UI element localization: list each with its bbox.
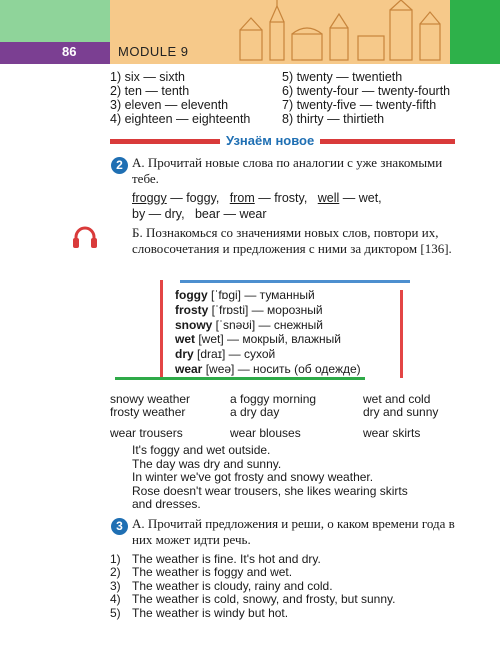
known-word: well bbox=[317, 191, 340, 205]
box-border-top bbox=[180, 280, 410, 283]
ordinals-left-list bbox=[110, 70, 250, 126]
phrase-item: wet and cold bbox=[363, 392, 431, 406]
box-border-left bbox=[160, 280, 163, 380]
vocab-entry: wet [wet] — мокрый, влажный bbox=[175, 332, 341, 347]
page-number-bar bbox=[0, 42, 110, 64]
exercise-number-badge: 2 bbox=[111, 157, 128, 174]
exercise-2b-instruction: Б. Познакомься со значениями новых слов, повтори их, словосочетания и предложения с ними за диктором [136]. bbox=[132, 225, 452, 256]
exercise-3a-instruction: А. Прочитай предложения и реши, о каком времени года в них может идти речь. bbox=[132, 516, 455, 547]
sentence: Rose doesn't wear trousers, she likes wearing skirts bbox=[132, 483, 408, 498]
list-item: 5) twenty — twentieth bbox=[282, 70, 403, 84]
page-number: 86 bbox=[62, 44, 77, 59]
sentence: The day was dry and sunny. bbox=[132, 456, 282, 471]
vocab-entry: foggy [ˈfɒgi] — туманный bbox=[175, 288, 315, 302]
phrase-item: dry and sunny bbox=[363, 405, 439, 419]
list-item: 1) six — sixth bbox=[110, 70, 186, 84]
box-border-right bbox=[400, 290, 403, 378]
list-item: 4) eighteen — eighteenth bbox=[110, 112, 251, 126]
known-word: from bbox=[229, 191, 255, 205]
phrase-item: wear blouses bbox=[230, 426, 301, 440]
known-word: froggy bbox=[132, 191, 167, 205]
ordinals-right-list bbox=[282, 70, 450, 126]
sentence: In winter we've got frosty and snowy weather. bbox=[132, 470, 374, 484]
sentence: and dresses. bbox=[132, 497, 201, 511]
weather-sentences-list bbox=[110, 553, 395, 620]
vocab-entry: snowy [ˈsnəʊi] — снежный bbox=[175, 317, 323, 332]
list-item: 2) ten — tenth bbox=[110, 84, 190, 98]
example-sentences bbox=[132, 444, 408, 512]
list-item: 7) twenty-five — twenty-fifth bbox=[282, 98, 437, 112]
vocab-entry: wear [weə] — носить (об одежде) bbox=[175, 361, 361, 376]
exercise-2a-instruction: А. Прочитай новые слова по аналогии с уже знакомыми тебе. bbox=[132, 155, 443, 186]
list-item: 4) The weather is cold, snowy, and frosty, but sunny. bbox=[110, 592, 396, 607]
phrase-item: a dry day bbox=[230, 405, 280, 419]
list-item: 3) The weather is cloudy, rainy and cold. bbox=[110, 578, 333, 593]
headphones-icon[interactable] bbox=[72, 225, 98, 249]
list-item: 2) The weather is foggy and wet. bbox=[110, 565, 293, 580]
list-item: 8) thirty — thirtieth bbox=[282, 112, 385, 126]
phrase-item: wear skirts bbox=[363, 426, 421, 440]
list-item: 1) The weather is fine. It's hot and dry. bbox=[110, 552, 321, 566]
header-band-right bbox=[450, 0, 500, 64]
vocab-entry: dry [draɪ] — сухой bbox=[175, 347, 276, 362]
vocabulary-list bbox=[175, 288, 361, 377]
phrase-item: wear trousers bbox=[110, 426, 183, 440]
module-title: MODULE 9 bbox=[118, 44, 189, 59]
box-border-bottom bbox=[115, 377, 365, 380]
phrase-item: frosty weather bbox=[110, 405, 186, 419]
phrase-item: a foggy morning bbox=[230, 392, 317, 406]
city-skyline-illustration bbox=[230, 0, 450, 64]
section-heading-label: Узнаём новое bbox=[220, 133, 320, 148]
list-item: 3) eleven — eleventh bbox=[110, 98, 229, 112]
phrase-item: snowy weather bbox=[110, 392, 191, 406]
section-heading bbox=[110, 133, 455, 149]
list-item: 5) The weather is windy but hot. bbox=[110, 605, 289, 620]
vocab-entry: frosty [ˈfrɒsti] — морозный bbox=[175, 302, 323, 317]
analogy-line-2: by — dry, bear — wear bbox=[132, 207, 267, 221]
list-item: 6) twenty-four — twenty-fourth bbox=[282, 84, 451, 98]
page-header bbox=[0, 0, 500, 64]
sentence: It's foggy and wet outside. bbox=[132, 443, 271, 457]
exercise-number-badge: 3 bbox=[111, 518, 128, 535]
analogy-line-1: froggy — foggy, from — frosty, well — wet, bbox=[132, 191, 382, 205]
